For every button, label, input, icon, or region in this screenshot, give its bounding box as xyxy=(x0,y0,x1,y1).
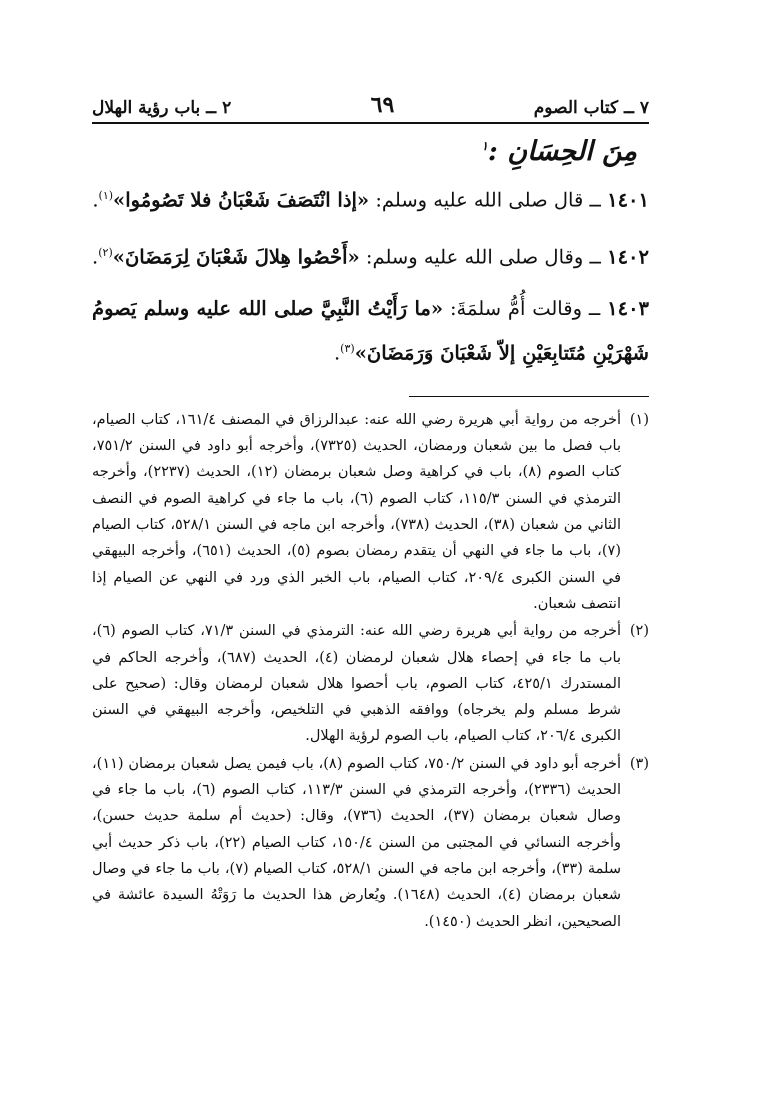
hadith-1402: ١٤٠٢ ــ وقال صلى الله عليه وسلم: «أَحْصُوا هِلالَ شَعْبَانَ لِرَمَضَانَ»$^{(٢)}$. xyxy=(92,245,649,269)
footnote-text: أخرجه أبو داود في السنن ٧٥٠/٢، كتاب الصوم (٨)، باب فيمن يصل شعبان برمضان (١١)، الحديث (٢٣٣٦)، وأخرجه الترمذي في السنن ١١٣/٣، كتاب الصوم (٦)، باب ما جاء في وصال شعبان برمضان (٣٧)، الحديث (٧٣٦)، وقال: (حديث أم سلمة حديث حسن)، وأخرجه النسائي في المجتبى من السنن ١٥٠/٤، كتاب الصيام (٢٢)، باب ذكر حديث أبي سلمة (٣٣)، وأخرجه ابن ماجه في السنن ٥٢٨/١، كتاب الصيام (٧)، باب ما جاء في وصال شعبان برمضان (٤)، الحديث (١٦٤٨). ويُعارض هذا الحديث ما رَوَتْهُ السيدة عائشة في الصحيحين، انظر الحديث (١٤٥٠). xyxy=(92,755,622,930)
hadith-number: ١٤٠٢ xyxy=(607,245,649,269)
hadith-quote: «إذا انْتَصَفَ شَعْبَانُ فلا تَصُومُوا» xyxy=(113,188,370,212)
footnote-number: (٢) xyxy=(629,623,649,640)
chapter-title: ٧ ــ كتاب الصوم xyxy=(533,98,649,118)
hadith-quote: «أَحْصُوا هِلالَ شَعْبَانَ لِرَمَضَانَ» xyxy=(112,245,360,269)
footnote-ref: (٢) xyxy=(98,245,113,259)
hadith-dash: ــ xyxy=(583,245,601,269)
hadith-intro: قال صلى الله عليه وسلم: xyxy=(375,188,584,212)
footnote-text: أخرجه من رواية أبي هريرة رضي الله عنه: الترمذي في السنن ٧١/٣، كتاب الصوم (٦)، باب ما جاء في إحصاء هلال شعبان لرمضان (٤)، الحديث (٦٨٧)، وأخرجه الحاكم في المستدرك ٤٢٥/١، كتاب الصوم، باب أحصوا هلال شعبان لرمضان وقال: (صحيح على شرط مسلم ولم يخرجاه) ووافقه الذهبي في التلخيص، وأخرجه البيهقي في السنن الكبرى ٢٠٦/٤، كتاب الصيام، باب الصوم لرؤية الهلال. xyxy=(92,623,621,745)
hadith-dash: ــ xyxy=(581,297,601,321)
hadith-intro: وقال صلى الله عليه وسلم: xyxy=(365,245,584,269)
section-title-marker: ١ xyxy=(481,139,488,153)
header-rule xyxy=(92,122,649,124)
hadith-number: ١٤٠٣ xyxy=(607,297,650,321)
page-number: ٦٩ xyxy=(370,92,395,118)
footnote-ref: (٣) xyxy=(340,342,355,356)
footnote-number: (٣) xyxy=(629,755,649,772)
hadith-1403: ١٤٠٣ ــ وقالت أُمُّ سلمَةَ: «ما رَأَيْتُ النَّبِيَّ صلى الله عليه وسلم يَصومُ شَهْرَيْنِ مُتَتابِعَيْنِ إلاّ شَعْبَانَ وَرَمَضَانَ»$^{(٣)}$. xyxy=(92,297,650,365)
footnote-text: أخرجه من رواية أبي هريرة رضي الله عنه: عبدالرزاق في المصنف ١٦١/٤، كتاب الصيام، باب فصل ما بين شعبان ورمضان، الحديث (٧٣٢٥)، وأخرجه أبو داود في السنن ٧٥١/٢، كتاب الصوم (٨)، باب في كراهية وصل شعبان برمضان (١٢)، الحديث (٢٢٣٧)، وأخرجه الترمذي في السنن ١١٥/٣، كتاب الصوم (٦)، باب ما جاء في كراهية الصوم في النصف الثاني من شعبان (٣٨)، الحديث (٧٣٨)، وأخرجه ابن ماجه في السنن ٥٢٨/١، كتاب الصيام (٧)، باب ما جاء في النهي أن يتقدم رمضان بصوم (٥)، الحديث (٦٥١)، وأخرجه البيهقي في السنن الكبرى ٢٠٩/٤، كتاب الصيام، باب الخبر الذي ورد في النهي عن الصيام إذا انتصف شعبان. xyxy=(92,411,622,612)
footnote-number: (١) xyxy=(629,411,649,428)
section-heading: ٢ ــ باب رؤية الهلال xyxy=(92,98,232,118)
footnote-1 xyxy=(92,407,649,617)
running-header xyxy=(92,88,649,118)
footnote-separator xyxy=(409,396,649,397)
section-title xyxy=(92,136,637,168)
footnote-2 xyxy=(92,618,649,749)
footnote-ref: (١) xyxy=(98,189,114,203)
hadith-1401: ١٤٠١ ــ قال صلى الله عليه وسلم: «إذا انْتَصَفَ شَعْبَانُ فلا تَصُومُوا»$^{(١)}$. xyxy=(92,188,649,212)
hadith-dash: ــ xyxy=(583,188,601,212)
section-title-text: مِنَ الحِسَانِ : xyxy=(487,136,637,167)
hadith-number: ١٤٠١ xyxy=(607,188,649,212)
footnote-3 xyxy=(92,751,649,935)
hadith-quote: «ما رَأَيْتُ النَّبِيَّ صلى الله عليه وسلم يَصومُ شَهْرَيْنِ مُتَتابِعَيْنِ إلاّ شَعْبَانَ وَرَمَضَانَ» xyxy=(92,297,649,365)
hadith-intro: وقالت أُمُّ سلمَةَ: xyxy=(449,297,582,321)
